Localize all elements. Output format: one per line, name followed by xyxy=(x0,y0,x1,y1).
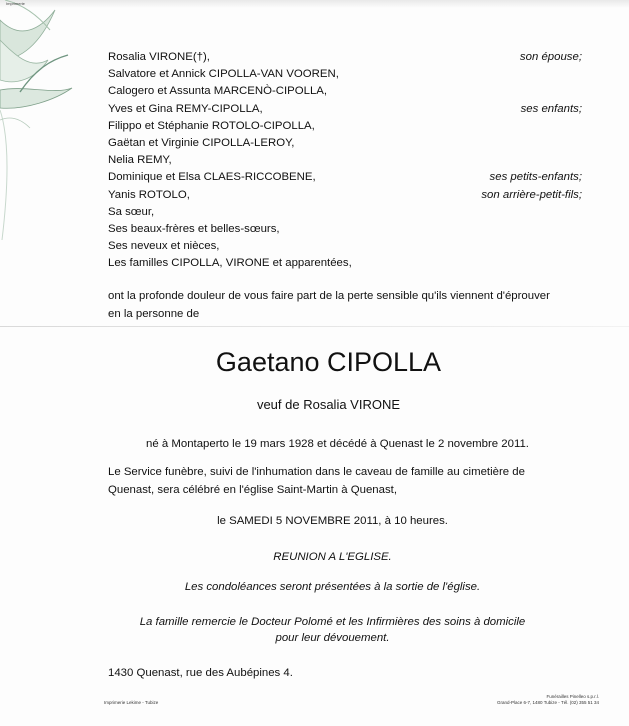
relative-name: Calogero et Assunta MARCENÒ-CIPOLLA, xyxy=(108,85,328,98)
relative-name: Gaëtan et Virginie CIPOLLA-LEROY, xyxy=(108,136,295,149)
relative-role: ses petits-enfants; xyxy=(489,171,582,184)
intro-paragraph xyxy=(108,287,588,323)
birth-death-line: né à Montaperto le 19 mars 1928 et décédé à Quenast le 2 novembre 2011. xyxy=(146,438,529,450)
relative-row xyxy=(0,118,629,135)
service-paragraph xyxy=(108,463,588,499)
relative-row xyxy=(0,66,629,83)
relative-row xyxy=(0,238,629,255)
thanks-line: La famille remercie le Docteur Polomé et les Infirmières des soins à domicile xyxy=(139,616,526,628)
reunion-notice: REUNION A L'EGLISE. xyxy=(273,551,392,563)
relative-row xyxy=(0,221,629,238)
scan-top-edge xyxy=(0,0,629,8)
relative-name: Yves et Gina REMY-CIPOLLA, xyxy=(108,102,263,115)
relative-row xyxy=(0,169,629,186)
funeral-home-address: Grand-Place 6-7, 1480 Tubize - Tél. (02) 355 51 34 xyxy=(497,700,599,705)
relative-row xyxy=(0,135,629,152)
thanks-line: pour leur dévouement. xyxy=(275,632,390,644)
relative-row xyxy=(0,49,629,66)
relative-name: Ses beaux-frères et belles-sœurs, xyxy=(108,222,280,235)
deceased-name: Gaetano CIPOLLA xyxy=(215,347,442,377)
relatives-list xyxy=(0,49,629,272)
family-address: 1430 Quenast, rue des Aubépines 4. xyxy=(108,667,293,679)
relative-name: Nelia REMY, xyxy=(108,154,172,167)
intro-line: en la personne de xyxy=(108,308,200,320)
relative-role: ses enfants; xyxy=(520,102,582,115)
relative-role: son arrière-petit-fils; xyxy=(481,188,582,201)
service-line: Quenast, sera célébré en l'église Saint-Martin à Quenast, xyxy=(108,484,397,496)
service-date: le SAMEDI 5 NOVEMBRE 2011, à 10 heures. xyxy=(217,515,448,527)
condolences-notice: Les condoléances seront présentées à la sortie de l'église. xyxy=(184,581,481,593)
relative-name: Sa sœur, xyxy=(108,205,155,218)
relative-row xyxy=(0,83,629,100)
corner-mark: Imprimerie xyxy=(6,1,25,6)
relative-row xyxy=(0,101,629,118)
relative-row xyxy=(0,204,629,221)
printer-credit: Imprimerie Lekime - Tubize xyxy=(104,700,159,705)
thanks-paragraph xyxy=(0,614,629,646)
relative-name: Salvatore et Annick CIPOLLA-VAN VOOREN, xyxy=(108,68,339,81)
intro-line: ont la profonde douleur de vous faire part de la perte sensible qu'ils viennent d'éprouver xyxy=(108,290,550,302)
relative-row xyxy=(0,187,629,204)
funeral-home-name: Funérailles Pinelleo s.p.r.l. xyxy=(546,694,599,699)
funeral-home-credit xyxy=(497,694,599,706)
relative-name: Ses neveux et nièces, xyxy=(108,240,220,253)
widower-of: veuf de Rosalia VIRONE xyxy=(256,397,401,412)
relative-name: Les familles CIPOLLA, VIRONE et apparentées, xyxy=(108,257,352,270)
relative-name: Rosalia VIRONE(†), xyxy=(108,51,210,63)
relative-name: Filippo et Stéphanie ROTOLO-CIPOLLA, xyxy=(108,119,315,132)
service-line: Le Service funèbre, suivi de l'inhumation dans le caveau de famille au cimetière de xyxy=(108,466,525,478)
relative-name: Dominique et Elsa CLAES-RICCOBENE, xyxy=(108,171,316,184)
relative-row xyxy=(0,255,629,272)
relative-name: Yanis ROTOLO, xyxy=(108,188,190,201)
fold-line xyxy=(0,326,629,327)
relative-role: son épouse; xyxy=(519,51,582,63)
relative-row xyxy=(0,152,629,169)
